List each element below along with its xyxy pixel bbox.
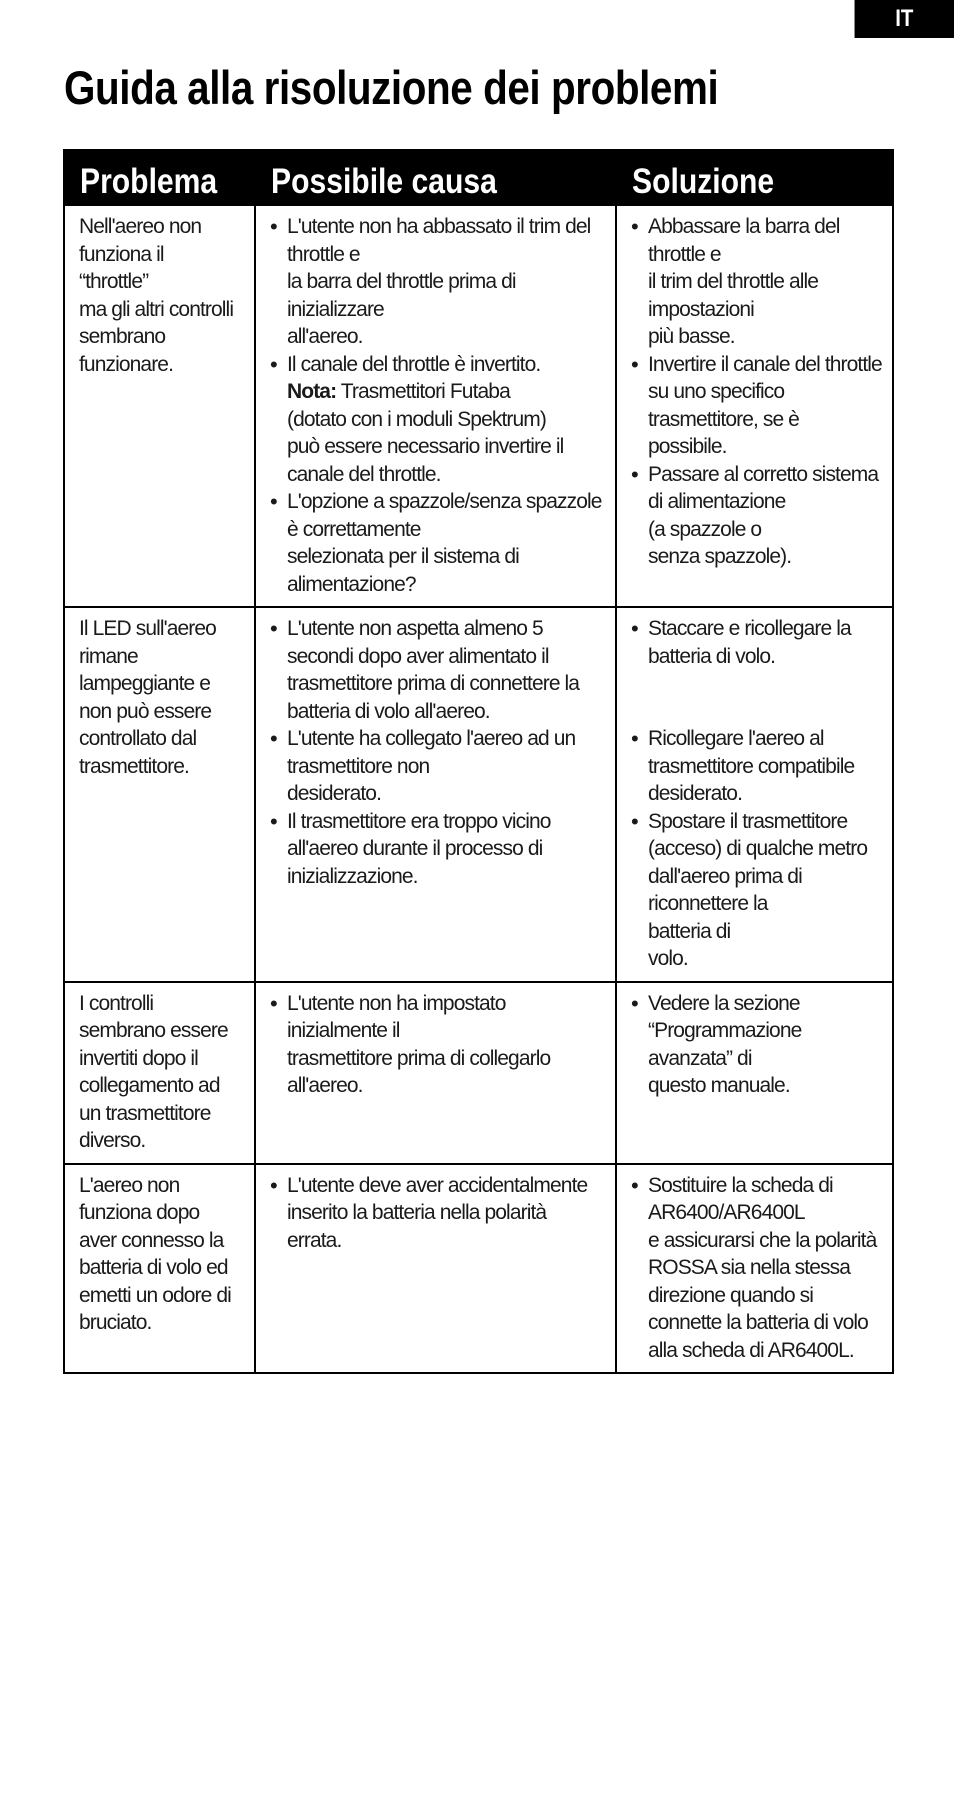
cause-item: • L'opzione a spazzole/senza spazzole è correttamente selezionata per il sistema di alimentazione? (270, 488, 605, 598)
solution-cell (616, 607, 893, 982)
solution-cell (616, 1164, 893, 1374)
solution-item: • Ricollegare l'aereo al trasmettitore compatibile desiderato. (631, 725, 882, 808)
header-cause: Possibile causa (255, 149, 616, 205)
cause-cell (255, 1164, 616, 1374)
solution-item: • Staccare e ricollegare la batteria di volo. (631, 615, 882, 670)
cause-cell (255, 607, 616, 982)
language-tab: IT (855, 0, 954, 38)
table-row (64, 607, 893, 982)
solution-item: • Sostituire la scheda di AR6400/AR6400L e assicurarsi che la polarità ROSSA sia nella stessa direzione quando si connette la batteria di volo alla scheda di AR6400L. (631, 1172, 882, 1365)
cause-item: • Il trasmettitore era troppo vicino all'aereo durante il processo di inizializzazione. (270, 808, 605, 891)
solution-item: • Abbassare la barra del throttle e il trim del throttle alle impostazioni più basse. (631, 213, 882, 351)
cause-item: • L'utente ha collegato l'aereo ad un trasmettitore non desiderato. (270, 725, 605, 808)
table-row (64, 1164, 893, 1374)
solution-cell (616, 982, 893, 1164)
solution-item: • Vedere la sezione “Programmazione avanzata” di questo manuale. (631, 990, 882, 1100)
solution-cell (616, 205, 893, 607)
cause-item: • L'utente non ha abbassato il trim del throttle e la barra del throttle prima di inizializzare all'aereo. (270, 213, 605, 351)
troubleshooting-table (63, 149, 894, 1374)
solution-item: • Invertire il canale del throttle su uno specifico trasmettitore, se è possibile. (631, 351, 882, 461)
table-row (64, 205, 893, 607)
table-row (64, 982, 893, 1164)
page-title: Guida alla risoluzione dei problemi (64, 61, 719, 114)
note: Nota: Trasmettitori Futaba (287, 380, 510, 403)
solution-item: • Spostare il trasmettitore (acceso) di qualche metro dall'aereo prima di riconnettere la batteria di volo. (631, 808, 882, 973)
cause-item: • Il canale del throttle è invertito. Nota: Trasmettitori Futaba (dotato con i moduli Spektrum) può essere necessario invertire il canale del throttle. (270, 351, 605, 489)
header-solution: Soluzione (616, 149, 893, 205)
cause-item: • L'utente non aspetta almeno 5 secondi dopo aver alimentato il trasmettitore prima di connettere la batteria di volo all'aereo. (270, 615, 605, 725)
problem-cell: L'aereo non funziona dopo aver connesso la batteria di volo ed emetti un odore di bruciato. (64, 1164, 255, 1374)
cause-item: • L'utente deve aver accidentalmente inserito la batteria nella polarità errata. (270, 1172, 605, 1255)
cause-cell (255, 982, 616, 1164)
header-problem: Problema (64, 149, 255, 205)
table-header-row (64, 149, 893, 205)
solution-item: • Passare al corretto sistema di alimentazione (a spazzole o senza spazzole). (631, 461, 882, 571)
cause-cell (255, 205, 616, 607)
problem-cell: I controlli sembrano essere invertiti dopo il collegamento ad un trasmettitore diverso. (64, 982, 255, 1164)
problem-cell: Il LED sull'aereo rimane lampeggiante e non può essere controllato dal trasmettitore. (64, 607, 255, 982)
cause-item: • L'utente non ha impostato inizialmente il trasmettitore prima di collegarlo all'aereo. (270, 990, 605, 1100)
problem-cell: Nell'aereo non funziona il “throttle” ma gli altri controlli sembrano funzionare. (64, 205, 255, 607)
